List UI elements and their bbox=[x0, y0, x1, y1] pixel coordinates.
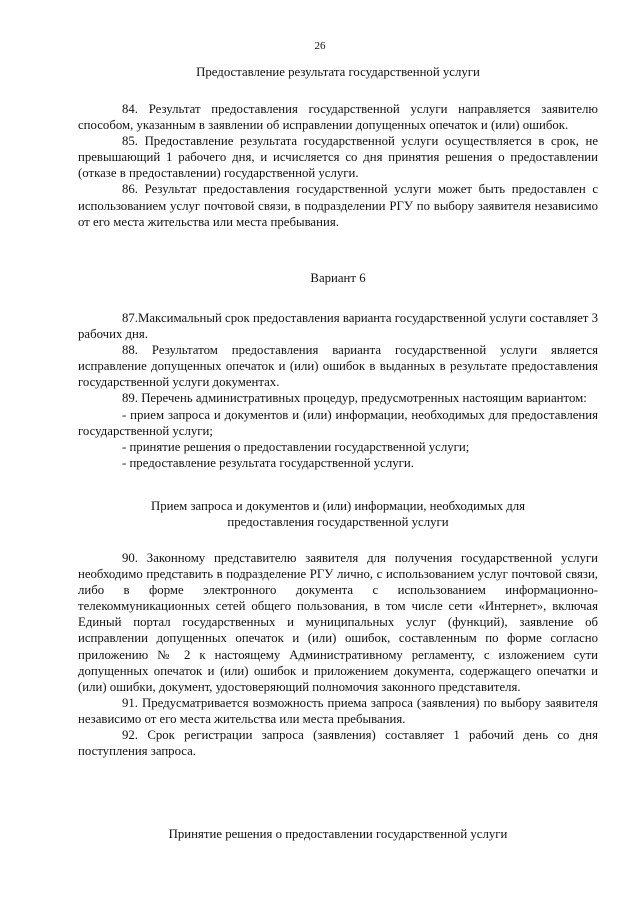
paragraphs-84-86 bbox=[78, 101, 598, 230]
paragraph-90: 90. Законному представителю заявителя для получения государственной услуги необходимо представить в подразделение РГУ лично, с использованием услуг почтовой связи, либо в форме электронного документа с использованием информационно-телекоммуникационных сетей общего пользования, в том числе сети «Интернет», включая Единый портал государственных и муниципальных услуг (функций), заявление об исправлении допущенных опечаток и (или) ошибок, составленным по форме согласно приложению № 2 к настоящему Административному регламенту, с изложением сути допущенных опечаток и (или) ошибок и приложением документа, содержащего опечатки и (или) ошибки, документ, удостоверяющий полномочия законного представителя. bbox=[78, 551, 598, 694]
heading-decision: Принятие решения о предоставлении государственной услуги bbox=[168, 827, 508, 841]
paragraph-86: 86. Результат предоставления государственной услуги может быть предоставлен с использованием услуг почтовой связи, в подразделении РГУ по выбору заявителя независимо от его места жительства или места пребывания. bbox=[78, 182, 598, 229]
heading-reception bbox=[78, 498, 598, 530]
page-number: 26 bbox=[314, 40, 326, 52]
paragraph-87: 87.Максимальный срок предоставления варианта государственной услуги составляет 3 рабочих дня. bbox=[78, 311, 598, 342]
paragraph-85: 85. Предоставление результата государственной услуги осуществляется в срок, не превышающий 1 рабочего дня, и исчисляется со дня принятия решения о предоставлении (отказе в предоставлении) государственной услуги. bbox=[78, 134, 598, 181]
heading-reception-line-1: Прием запроса и документов и (или) информации, необходимых для bbox=[150, 499, 526, 513]
paragraphs-87-89 bbox=[78, 310, 598, 471]
paragraph-91: 91. Предусматривается возможность приема запроса (заявления) по выбору заявителя независимо от его места жительства или места пребывания. bbox=[78, 695, 598, 726]
procedure-item-1: - прием запроса и документов и (или) информации, необходимых для предоставления государственной услуги; bbox=[78, 407, 598, 438]
paragraphs-90-92 bbox=[78, 550, 598, 759]
heading-variant: Вариант 6 bbox=[310, 271, 366, 285]
procedure-item-2: - принятие решения о предоставлении государственной услуги; bbox=[122, 439, 470, 454]
paragraph-88: 88. Результатом предоставления варианта государственной услуги является исправление допущенных опечаток и (или) ошибок в выданных в результате предоставления государственной услуги документах. bbox=[78, 343, 598, 390]
paragraph-89: 89. Перечень административных процедур, предусмотренных настоящим вариантом: bbox=[122, 391, 587, 406]
procedure-item-3: - предоставление результата государственной услуги. bbox=[122, 455, 414, 470]
paragraph-84: 84. Результат предоставления государственной услуги направляется заявителю способом, указанным в заявлении об исправлении допущенных опечаток и (или) ошибок. bbox=[78, 102, 598, 133]
heading-result: Предоставление результата государственной услуги bbox=[196, 65, 480, 79]
heading-reception-line-2: предоставления государственной услуги bbox=[227, 515, 449, 530]
paragraph-92: 92. Срок регистрации запроса (заявления) составляет 1 рабочий день со дня поступления запроса. bbox=[78, 728, 598, 759]
